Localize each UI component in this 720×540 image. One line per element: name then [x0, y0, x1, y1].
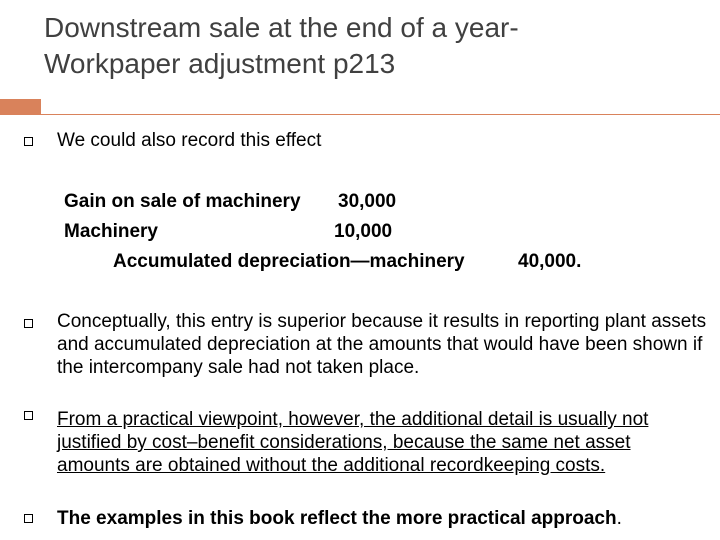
square-bullet-icon — [24, 411, 33, 420]
entry-account-machinery: Machinery — [64, 221, 158, 242]
bullet-conceptual: Conceptually, this entry is superior because it results in reporting plant assets and accumulated depreciation at the amounts that would have been shown if the intercompany sale had not taken place. — [57, 311, 707, 378]
title-line-1: Downstream sale at the end of a year- — [44, 12, 519, 43]
divider-horizontal — [40, 114, 720, 115]
entry-amount-gain: 30,000 — [338, 191, 397, 212]
accent-bar — [0, 99, 40, 115]
entry-account-gain: Gain on sale of machinery — [64, 191, 301, 212]
title-line-2: Workpaper adjustment p213 — [44, 48, 396, 79]
square-bullet-icon — [24, 514, 33, 523]
entry-amount-accum-dep: 40,000. — [518, 251, 582, 272]
slide-title — [44, 10, 684, 82]
intro-text: We could also record this effect — [57, 130, 322, 151]
square-bullet-icon — [24, 137, 33, 146]
entry-amount-machinery: 10,000 — [334, 221, 393, 242]
bullet-practical: From a practical viewpoint, however, the additional detail is usually not justified by cost–benefit considerations, because the same net asset amounts are obtained without the additional recordkeeping costs. — [57, 409, 649, 476]
divider-vertical — [40, 99, 41, 115]
bullet-examples-period: . — [616, 508, 622, 529]
bullet-examples — [57, 507, 707, 530]
entry-account-accum-dep: Accumulated depreciation—machinery — [113, 251, 465, 272]
bullet-examples-bold: The examples in this book reflect the more practical approach — [57, 508, 617, 529]
square-bullet-icon — [24, 319, 33, 328]
